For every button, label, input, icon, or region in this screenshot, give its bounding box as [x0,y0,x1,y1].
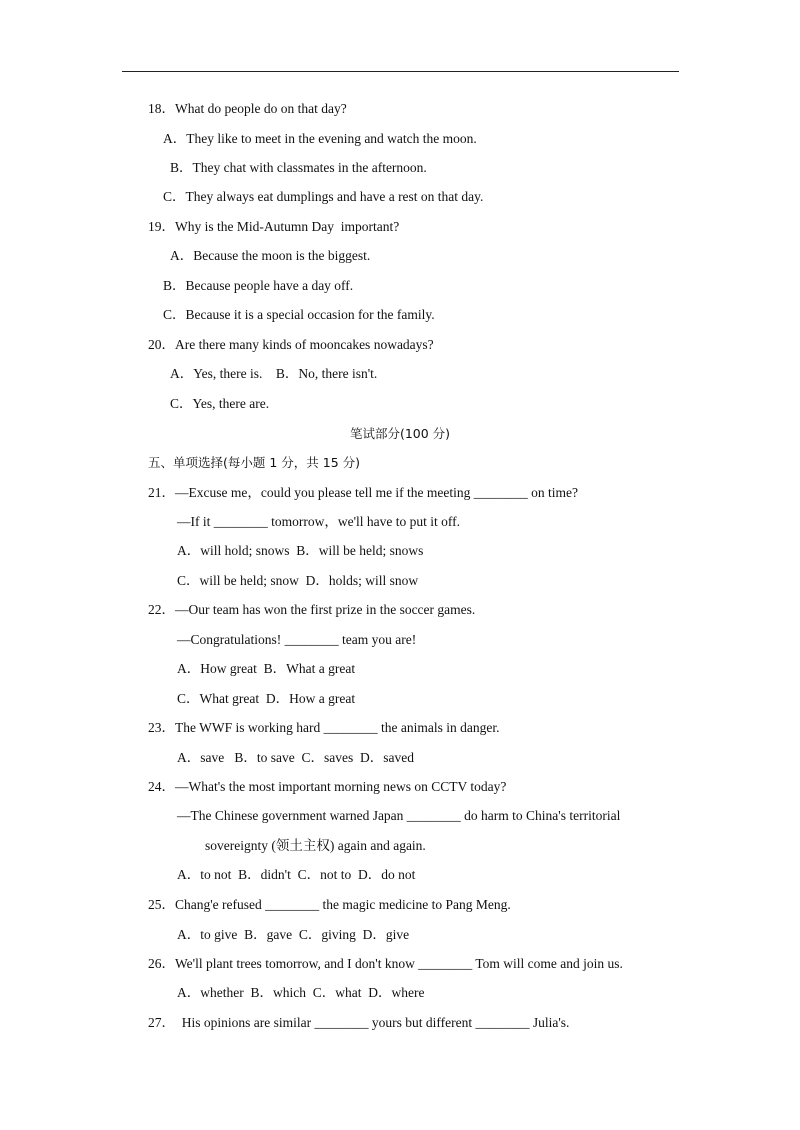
option-19b: B．Because people have a day off. [163,278,354,293]
question-18: 18．What do people do on that day? [148,101,347,116]
question-26: 26．We'll plant trees tomorrow, and I don't know ________ Tom will come and join us. [148,956,623,971]
question-24: 24．—What's the most important morning news on CCTV today? [148,779,507,794]
option-19c: C．Because it is a special occasion for the family. [163,307,435,322]
option-19a: A．Because the moon is the biggest. [170,248,371,263]
option-18b: B．They chat with classmates in the afternoon. [170,160,427,175]
question-21: 21．—Excuse me，could you please tell me if the meeting ________ on time? [148,485,579,500]
options-21cd: C．will be held; snow D．holds; will snow [177,573,419,588]
option-18c: C．They always eat dumplings and have a rest on that day. [163,189,484,204]
question-25: 25．Chang'e refused ________ the magic medicine to Pang Meng. [148,897,511,912]
header-rule [122,71,679,72]
option-20c: C．Yes, there are. [170,396,270,411]
option-18a: A．They like to meet in the evening and watch the moon. [163,131,477,146]
question-21-reply: —If it ________ tomorrow，we'll have to put it off. [177,514,461,529]
question-24-reply-cont: sovereignty (领土主权) again and again. [205,838,426,853]
question-23: 23．The WWF is working hard ________ the animals in danger. [148,720,500,735]
options-22cd: C．What great D．How a great [177,691,356,706]
question-27: 27． His opinions are similar ________ yours but different ________ Julia's. [148,1015,570,1030]
options-23: A．save B．to save C．saves D．saved [177,750,414,765]
question-22-reply: —Congratulations! ________ team you are! [177,632,417,647]
options-25: A．to give B．gave C．giving D．give [177,927,410,942]
written-section-title: 笔试部分(100 分) [349,426,451,441]
question-19: 19．Why is the Mid-Autumn Day important? [148,219,400,234]
options-20ab: A．Yes, there is. B．No, there isn't. [170,366,378,381]
options-24: A．to not B．didn't C．not to D．do not [177,867,416,882]
options-26: A．whether B．which C．what D．where [177,985,425,1000]
question-22: 22．—Our team has won the first prize in the soccer games. [148,602,476,617]
question-24-reply: —The Chinese government warned Japan ________ do harm to China's territorial [177,808,621,823]
options-21ab: A．will hold; snows B．will be held; snows [177,543,424,558]
options-22ab: A．How great B．What a great [177,661,356,676]
question-20: 20．Are there many kinds of mooncakes nowadays? [148,337,434,352]
section-5-heading: 五、单项选择(每小题 1 分，共 15 分) [148,455,361,470]
